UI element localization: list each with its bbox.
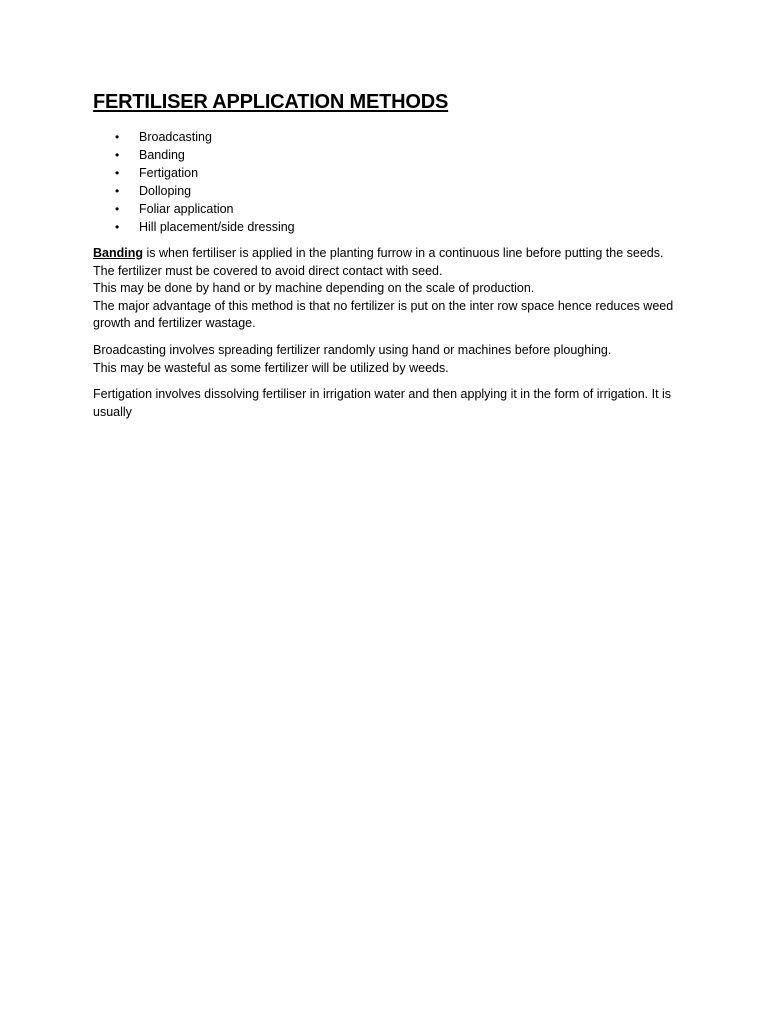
banding-advantage-note: The major advantage of this method is that no fertilizer is put on the inter row space hence reduces weed growth and fertilizer wastage.	[93, 298, 674, 331]
bullet-icon: •	[115, 130, 120, 144]
bullet-icon: •	[115, 220, 120, 234]
list-item-label: Hill placement/side dressing	[139, 220, 295, 234]
fertigation-definition: Fertigation involves dissolving fertiliser in irrigation water and then applying it in the form of irrigation. It is usually	[93, 387, 672, 419]
fertigation-paragraph	[93, 386, 683, 421]
list-item-label: Banding	[139, 148, 185, 162]
list-item-label: Foliar application	[139, 202, 234, 216]
list-item	[93, 128, 683, 146]
banding-paragraph	[93, 245, 683, 333]
list-item-label: Broadcasting	[139, 130, 212, 144]
banding-definition: is when fertiliser is applied in the planting furrow in a continuous line before putting the seeds.	[143, 246, 664, 260]
list-item	[93, 146, 683, 164]
list-item	[93, 182, 683, 200]
list-item	[93, 164, 683, 182]
bullet-icon: •	[115, 202, 120, 216]
broadcasting-definition: Broadcasting involves spreading fertilizer randomly using hand or machines before ploughing.	[93, 342, 612, 357]
banding-covering-note: The fertilizer must be covered to avoid direct contact with seed.	[93, 263, 443, 278]
banding-term: Banding	[93, 246, 143, 260]
methods-list	[93, 128, 683, 236]
broadcasting-paragraph	[93, 342, 683, 377]
document-page	[93, 88, 683, 430]
bullet-icon: •	[115, 166, 120, 180]
document-title: FERTILISER APPLICATION METHODS	[93, 91, 449, 113]
list-item-label: Dolloping	[139, 184, 192, 198]
list-item	[93, 200, 683, 218]
banding-method-note: This may be done by hand or by machine depending on the scale of production.	[93, 281, 535, 296]
bullet-icon: •	[115, 148, 120, 162]
bullet-icon: •	[115, 184, 120, 198]
list-item-label: Fertigation	[139, 166, 199, 180]
broadcasting-disadvantage-note: This may be wasteful as some fertilizer will be utilized by weeds.	[93, 360, 449, 375]
list-item	[93, 218, 683, 236]
